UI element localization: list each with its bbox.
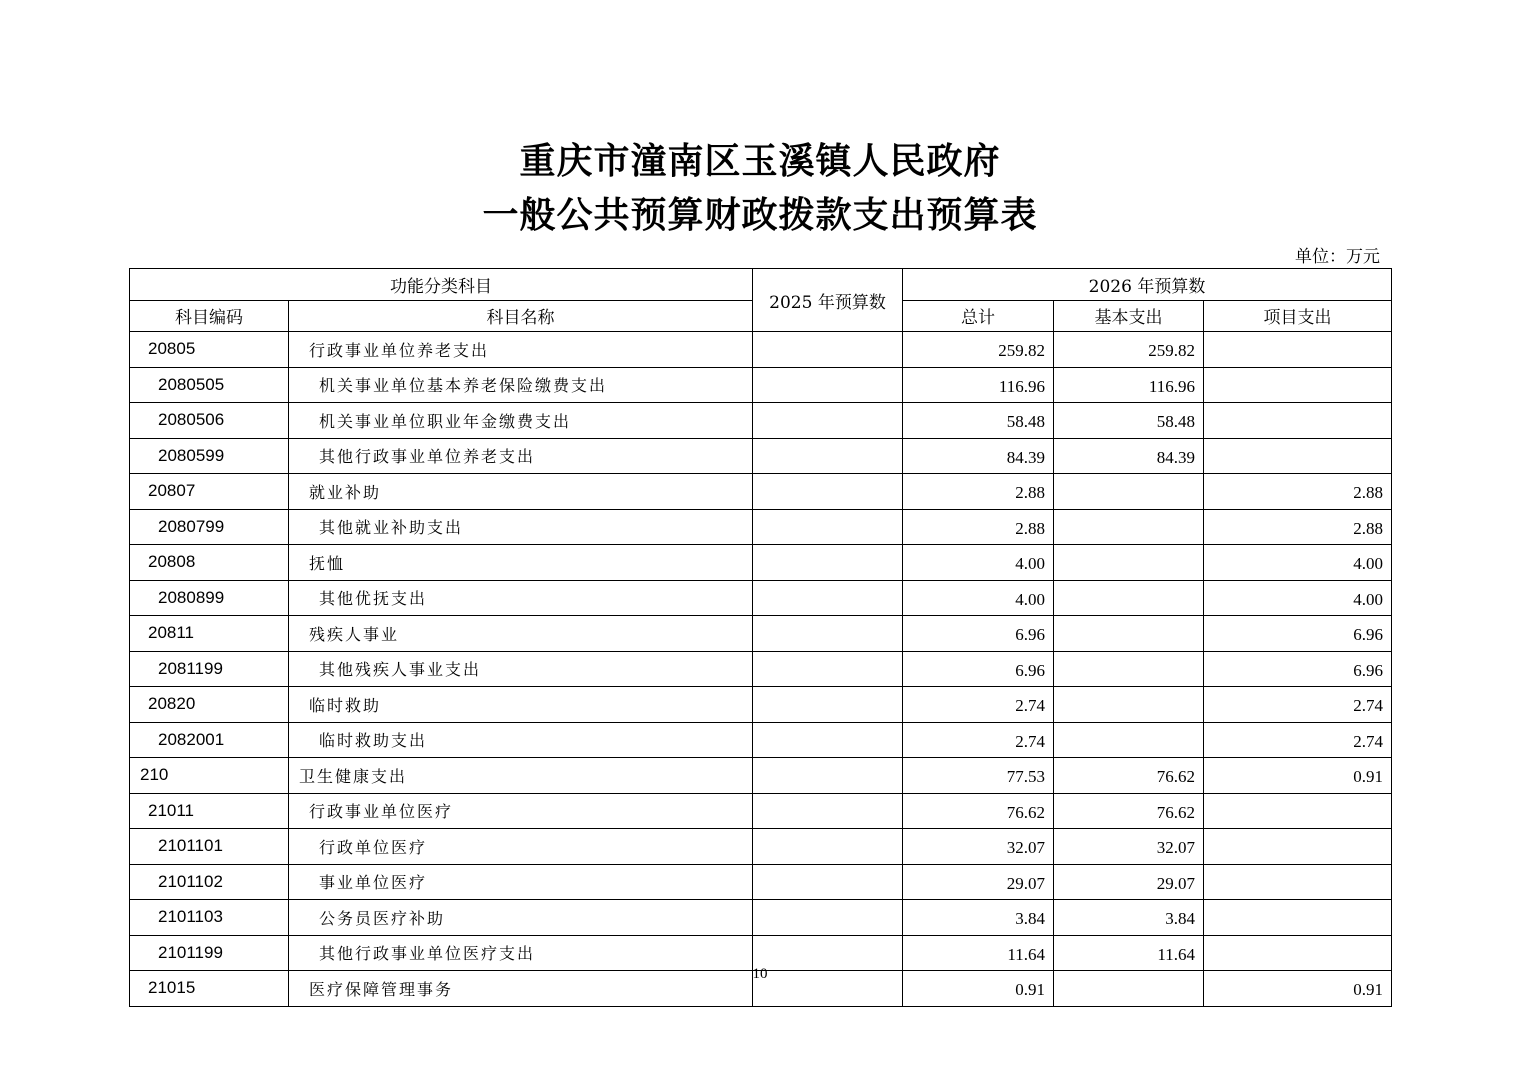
row-code: 2081199 [130, 651, 289, 687]
row-total: 2.88 [903, 474, 1054, 510]
row-name: 残疾人事业 [289, 616, 753, 652]
row-prev-budget [753, 829, 903, 865]
row-project: 4.00 [1204, 580, 1392, 616]
row-code: 2080799 [130, 509, 289, 545]
row-name: 其他优抚支出 [289, 580, 753, 616]
header-total: 总计 [903, 300, 1054, 332]
row-code: 2101103 [130, 900, 289, 936]
row-project: 2.88 [1204, 509, 1392, 545]
row-code: 2082001 [130, 722, 289, 758]
table-row [130, 580, 1392, 616]
row-basic [1054, 687, 1204, 723]
header-basic: 基本支出 [1054, 300, 1204, 332]
table-row [130, 687, 1392, 723]
row-prev-budget [753, 403, 903, 439]
row-project [1204, 438, 1392, 474]
row-project [1204, 864, 1392, 900]
row-prev-budget [753, 545, 903, 581]
row-code: 2101102 [130, 864, 289, 900]
row-prev-budget [753, 900, 903, 936]
row-prev-budget [753, 509, 903, 545]
header-project: 项目支出 [1204, 300, 1392, 332]
row-total: 84.39 [903, 438, 1054, 474]
row-total: 32.07 [903, 829, 1054, 865]
row-total: 0.91 [903, 971, 1054, 1007]
row-prev-budget [753, 758, 903, 794]
row-total: 4.00 [903, 545, 1054, 581]
row-basic [1054, 651, 1204, 687]
row-total: 116.96 [903, 367, 1054, 403]
row-basic: 84.39 [1054, 438, 1204, 474]
row-project: 6.96 [1204, 616, 1392, 652]
budget-table [129, 268, 1392, 1007]
table-row [130, 758, 1392, 794]
row-basic: 32.07 [1054, 829, 1204, 865]
unit-label: 单位：万元 [1295, 247, 1380, 267]
row-total: 11.64 [903, 935, 1054, 971]
row-name: 抚恤 [289, 545, 753, 581]
row-name: 临时救助支出 [289, 722, 753, 758]
row-name: 行政事业单位医疗 [289, 793, 753, 829]
row-code: 20808 [130, 545, 289, 581]
row-prev-budget [753, 332, 903, 368]
row-code: 21011 [130, 793, 289, 829]
row-code: 20805 [130, 332, 289, 368]
row-project: 4.00 [1204, 545, 1392, 581]
row-code: 2101199 [130, 935, 289, 971]
header-name: 科目名称 [289, 300, 753, 332]
row-project: 2.74 [1204, 687, 1392, 723]
page-title-line1: 重庆市潼南区玉溪镇人民政府 [519, 140, 1001, 182]
row-project [1204, 793, 1392, 829]
header-cur-budget: 2026 年预算数 [903, 269, 1392, 301]
row-project [1204, 332, 1392, 368]
row-name: 公务员医疗补助 [289, 900, 753, 936]
row-code: 20811 [130, 616, 289, 652]
table-row [130, 829, 1392, 865]
row-project: 2.88 [1204, 474, 1392, 510]
row-total: 6.96 [903, 651, 1054, 687]
row-basic [1054, 474, 1204, 510]
page-number: 10 [752, 966, 768, 982]
row-code: 21015 [130, 971, 289, 1007]
row-total: 2.74 [903, 722, 1054, 758]
row-total: 58.48 [903, 403, 1054, 439]
row-prev-budget [753, 580, 903, 616]
row-basic: 76.62 [1054, 793, 1204, 829]
row-code: 210 [130, 758, 289, 794]
row-project: 0.91 [1204, 758, 1392, 794]
table-row [130, 651, 1392, 687]
row-basic: 76.62 [1054, 758, 1204, 794]
row-name: 机关事业单位基本养老保险缴费支出 [289, 367, 753, 403]
row-basic [1054, 616, 1204, 652]
row-name: 卫生健康支出 [289, 758, 753, 794]
row-code: 20807 [130, 474, 289, 510]
row-basic: 116.96 [1054, 367, 1204, 403]
row-prev-budget [753, 651, 903, 687]
row-project: 2.74 [1204, 722, 1392, 758]
table-row [130, 367, 1392, 403]
row-project [1204, 900, 1392, 936]
row-name: 行政事业单位养老支出 [289, 332, 753, 368]
row-total: 4.00 [903, 580, 1054, 616]
row-prev-budget [753, 722, 903, 758]
table-body [130, 332, 1392, 1007]
table-row [130, 509, 1392, 545]
row-prev-budget [753, 864, 903, 900]
row-basic [1054, 509, 1204, 545]
row-total: 3.84 [903, 900, 1054, 936]
row-name: 其他行政事业单位医疗支出 [289, 935, 753, 971]
row-basic: 3.84 [1054, 900, 1204, 936]
row-project [1204, 367, 1392, 403]
row-total: 29.07 [903, 864, 1054, 900]
row-name: 机关事业单位职业年金缴费支出 [289, 403, 753, 439]
row-total: 77.53 [903, 758, 1054, 794]
row-prev-budget [753, 438, 903, 474]
row-code: 2080899 [130, 580, 289, 616]
row-total: 76.62 [903, 793, 1054, 829]
row-prev-budget [753, 367, 903, 403]
row-name: 医疗保障管理事务 [289, 971, 753, 1007]
row-basic: 58.48 [1054, 403, 1204, 439]
header-prev-budget: 2025 年预算数 [753, 269, 903, 332]
table-row [130, 864, 1392, 900]
row-project [1204, 403, 1392, 439]
page-title-line2: 一般公共预算财政拨款支出预算表 [482, 194, 1038, 236]
row-project: 6.96 [1204, 651, 1392, 687]
row-name: 事业单位医疗 [289, 864, 753, 900]
row-basic [1054, 722, 1204, 758]
row-basic [1054, 545, 1204, 581]
header-category: 功能分类科目 [130, 269, 753, 301]
row-name: 其他就业补助支出 [289, 509, 753, 545]
row-name: 其他残疾人事业支出 [289, 651, 753, 687]
table-row [130, 793, 1392, 829]
row-total: 2.74 [903, 687, 1054, 723]
row-code: 2080505 [130, 367, 289, 403]
table-row [130, 332, 1392, 368]
row-basic: 11.64 [1054, 935, 1204, 971]
row-total: 2.88 [903, 509, 1054, 545]
row-project [1204, 829, 1392, 865]
row-code: 20820 [130, 687, 289, 723]
row-basic: 29.07 [1054, 864, 1204, 900]
table-row [130, 403, 1392, 439]
row-name: 其他行政事业单位养老支出 [289, 438, 753, 474]
row-project: 0.91 [1204, 971, 1392, 1007]
table-row [130, 900, 1392, 936]
row-prev-budget [753, 616, 903, 652]
row-prev-budget [753, 687, 903, 723]
row-basic [1054, 580, 1204, 616]
table-row [130, 474, 1392, 510]
row-prev-budget [753, 793, 903, 829]
row-name: 就业补助 [289, 474, 753, 510]
row-code: 2080599 [130, 438, 289, 474]
table-row [130, 722, 1392, 758]
row-code: 2101101 [130, 829, 289, 865]
row-basic: 259.82 [1054, 332, 1204, 368]
row-total: 259.82 [903, 332, 1054, 368]
table-row [130, 616, 1392, 652]
table-row [130, 438, 1392, 474]
row-code: 2080506 [130, 403, 289, 439]
header-code: 科目编码 [130, 300, 289, 332]
row-prev-budget [753, 474, 903, 510]
table-row [130, 545, 1392, 581]
row-name: 临时救助 [289, 687, 753, 723]
row-name: 行政单位医疗 [289, 829, 753, 865]
row-total: 6.96 [903, 616, 1054, 652]
